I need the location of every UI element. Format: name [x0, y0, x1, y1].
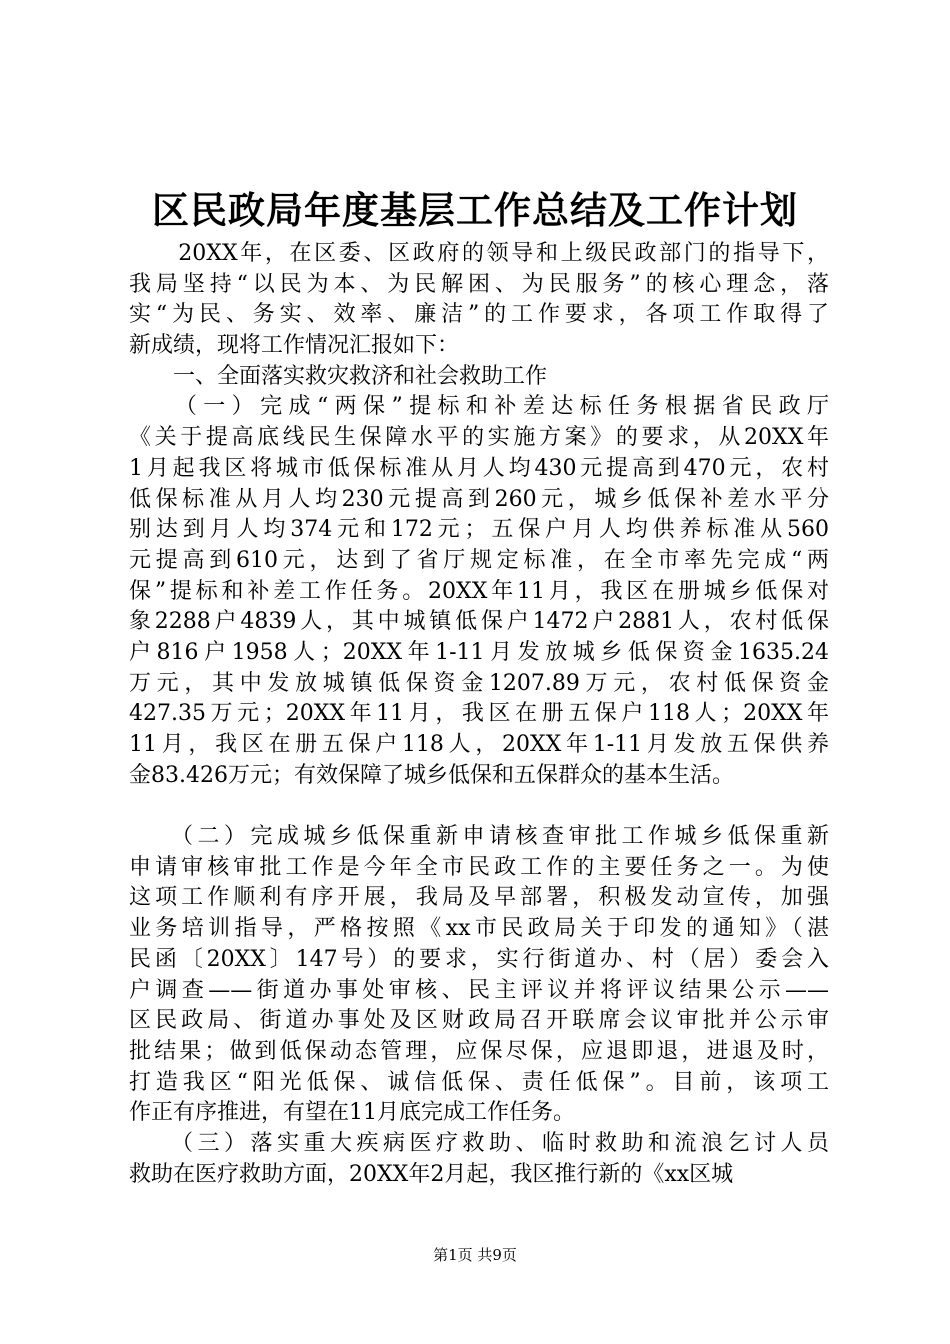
- text-line: （三）落实重大疾病医疗救助、临时救助和流浪乞讨人员: [129, 1130, 829, 1156]
- text-line: 427.35万元；20XX年11月，我区在册五保户118人；20XX年: [129, 701, 829, 727]
- text-line: 批结果；做到低保动态管理，应保尽保，应退即退，进退及时，: [129, 1038, 829, 1064]
- text-line: 作正有序推进，有望在11月底完成工作任务。: [129, 1100, 575, 1126]
- text-line: 新成绩，现将工作情况汇报如下：: [129, 333, 460, 359]
- page-footer: 第1页 共9页: [433, 1246, 517, 1264]
- paragraph-block-1: [129, 239, 829, 791]
- text-line: 11月，我区在册五保户118人，20XX年1-11月发放五保供养: [129, 732, 829, 757]
- paragraph-block-2: [129, 822, 829, 1190]
- text-line: 户816户1958人；20XX年1-11月发放城乡低保资金1635.24: [129, 639, 829, 665]
- text-line: 保”提标和补差工作任务。20XX年11月，我区在册城乡低保对: [129, 578, 829, 604]
- document-title: 区民政局年度基层工作总结及工作计划: [152, 188, 798, 232]
- text-line: 20XX年，在区委、区政府的领导和上级民政部门的指导下，: [129, 241, 829, 266]
- text-line: 户调查——街道办事处审核、民主评议并将评议结果公示——: [129, 977, 829, 1003]
- text-line: （二）完成城乡低保重新申请核查审批工作城乡低保重新: [129, 824, 829, 850]
- text-line: 低保标准从月人均230元提高到260元，城乡低保补差水平分: [129, 486, 829, 512]
- text-line: 《关于提高底线民生保障水平的实施方案》的要求，从20XX年: [129, 425, 829, 451]
- text-line: 一、全面落实救灾救济和社会救助工作: [129, 363, 548, 389]
- text-line: 万元，其中发放城镇低保资金1207.89万元，农村低保资金: [129, 670, 829, 696]
- text-line: 这项工作顺利有序开展，我局及早部署，积极发动宣传，加强: [129, 885, 829, 911]
- text-line: 打造我区“阳光低保、诚信低保、责任低保”。目前，该项工: [129, 1069, 829, 1095]
- text-line: 金83.426万元；有效保障了城乡低保和五保群众的基本生活。: [129, 762, 734, 788]
- paragraph-gap: [129, 791, 829, 822]
- text-line: 业务培训指导，严格按照《xx市民政局关于印发的通知》（湛: [129, 916, 829, 942]
- text-line: 1月起我区将城市低保标准从月人均430元提高到470元，农村: [129, 455, 829, 481]
- text-line: 别达到月人均374元和172元；五保户月人均供养标准从560: [129, 517, 829, 543]
- text-line: 民函〔20XX〕147号）的要求，实行街道办、村（居）委会入: [129, 946, 829, 972]
- text-line: 我局坚持“以民为本、为民解困、为民服务”的核心理念，落: [129, 271, 829, 297]
- text-line: 实“为民、务实、效率、廉洁”的工作要求，各项工作取得了: [129, 302, 829, 328]
- text-line: 元提高到610元，达到了省厅规定标准，在全市率先完成“两: [129, 547, 829, 573]
- text-line: 救助在医疗救助方面，20XX年2月起，我区推行新的《xx区城: [129, 1161, 734, 1187]
- text-line: （一）完成“两保”提标和补差达标任务根据省民政厅: [129, 394, 829, 420]
- text-line: 区民政局、街道办事处及区财政局召开联席会议审批并公示审: [129, 1008, 829, 1034]
- document-body: [129, 239, 829, 1190]
- text-line: 象2288户4839人，其中城镇低保户1472户2881人，农村低保: [129, 609, 829, 635]
- text-line: 申请审核审批工作是今年全市民政工作的主要任务之一。为使: [129, 854, 829, 880]
